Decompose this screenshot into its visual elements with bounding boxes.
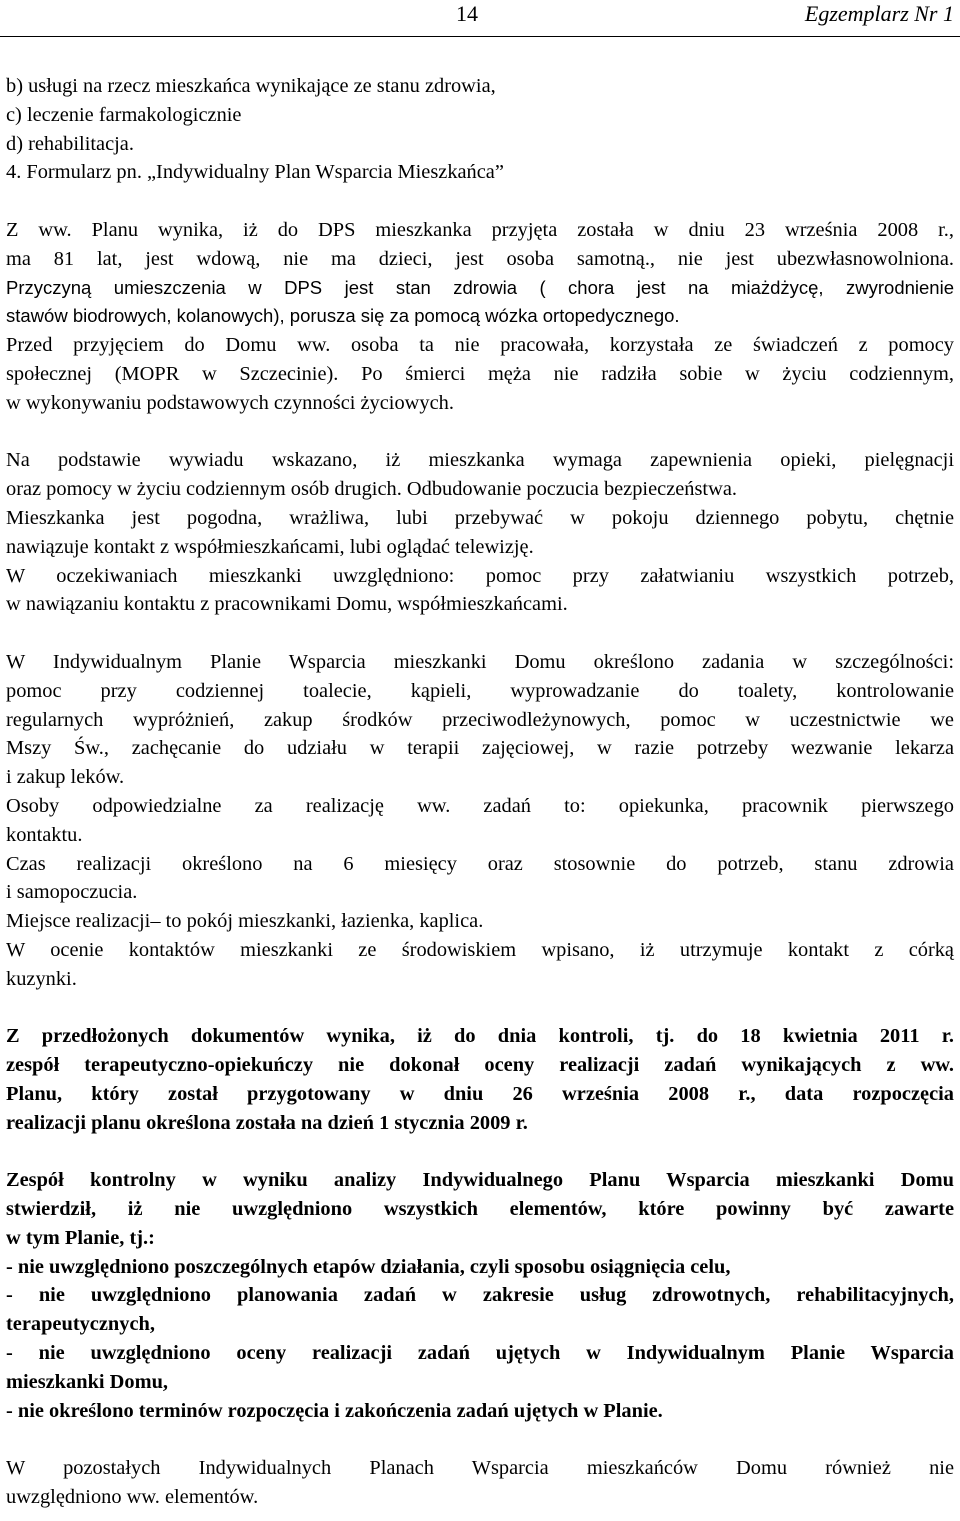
text-line: Przyczyną umieszczenia w DPS jest stan zdrowia ( chora jest na miażdżycę, zwyrodnienie bbox=[6, 276, 954, 298]
text-line: Czas realizacji określono na 6 miesięcy oraz stosownie do potrzeb, stanu zdrowia bbox=[6, 852, 954, 875]
paragraph-gap bbox=[6, 418, 954, 447]
text-line: kontaktu. bbox=[6, 823, 83, 846]
paragraph-gap bbox=[6, 619, 954, 648]
text-line: W oczekiwaniach mieszkanki uwzględniono: pomoc przy załatwianiu wszystkich potrzeb, bbox=[6, 564, 954, 587]
text-line: społecznej (MOPR w Szczecinie). Po śmierci męża nie radziła sobie w życiu codziennym, bbox=[6, 362, 954, 385]
text-line: Miejsce realizacji– to pokój mieszkanki, łazienka, kaplica. bbox=[6, 910, 484, 933]
text-line: Mieszkanka jest pogodna, wrażliwa, lubi przebywać w pokoju dziennego pobytu, chętnie bbox=[6, 506, 954, 529]
text-line: Z ww. Planu wynika, iż do DPS mieszkanka przyjęta została w dniu 23 września 2008 r., bbox=[6, 218, 954, 241]
text-line: kuzynki. bbox=[6, 967, 77, 990]
text-line: - nie określono terminów rozpoczęcia i zakończenia zadań ujętych w Planie. bbox=[6, 1399, 663, 1422]
paragraph-gap bbox=[6, 187, 954, 216]
paragraph-gap bbox=[6, 1425, 954, 1454]
text-line: mieszkanki Domu, bbox=[6, 1370, 169, 1393]
text-line: Mszy Św., zachęcanie do udziału w terapii zajęciowej, w razie potrzeby wezwanie lekarza bbox=[6, 737, 954, 760]
text-line: nawiązuje kontakt z współmieszkańcami, lubi oglądać telewizję. bbox=[6, 535, 534, 558]
text-line: Przed przyjęciem do Domu ww. osoba ta nie pracowała, korzystała ze świadczeń z pomocy bbox=[6, 334, 954, 357]
text-line: c) leczenie farmakologicznie bbox=[6, 103, 242, 126]
text-line: pomoc przy codziennej toalecie, kąpieli, wyprowadzanie do toalety, kontrolowanie bbox=[6, 679, 954, 702]
header-rule bbox=[0, 36, 960, 37]
text-line: terapeutycznych, bbox=[6, 1313, 155, 1336]
text-line: i zakup leków. bbox=[6, 766, 125, 789]
text-line: regularnych wypróżnień, zakup środków przeciwodleżynowych, pomoc w uczestnictwie we bbox=[6, 708, 954, 731]
text-line: Na podstawie wywiadu wskazano, iż mieszkanka wymaga zapewnienia opieki, pielęgnacji bbox=[6, 449, 954, 472]
text-line: W Indywidualnym Planie Wsparcia mieszkanki Domu określono zadania w szczególności: bbox=[6, 650, 954, 673]
paragraph-gap bbox=[6, 1137, 954, 1166]
text-line: w tym Planie, tj.: bbox=[6, 1226, 155, 1249]
page-header bbox=[0, 0, 960, 42]
text-line: i samopoczucia. bbox=[6, 881, 138, 904]
text-line: - nie uwzględniono oceny realizacji zadań ujętych w Indywidualnym Planie Wsparcia bbox=[6, 1342, 954, 1365]
text-line: - nie uwzględniono planowania zadań w zakresie usług zdrowotnych, rehabilitacyjnych, bbox=[6, 1284, 954, 1307]
paragraph-gap bbox=[6, 994, 954, 1023]
document-body bbox=[6, 72, 954, 1512]
text-line: oraz pomocy w życiu codziennym osób drugich. Odbudowanie poczucia bezpieczeństwa. bbox=[6, 478, 737, 501]
copy-label: Egzemplarz Nr 1 bbox=[804, 1, 954, 26]
text-line: d) rehabilitacja. bbox=[6, 132, 134, 155]
text-line: zespół terapeutyczno-opiekuńczy nie dokonał oceny realizacji zadań wynikających z ww. bbox=[6, 1054, 954, 1077]
text-line: Zespół kontrolny w wyniku analizy Indywidualnego Planu Wsparcia mieszkanki Domu bbox=[6, 1169, 954, 1192]
text-line: ma 81 lat, jest wdową, nie ma dzieci, jest osoba samotną., nie jest ubezwłasnowolniona. bbox=[6, 247, 954, 270]
text-line: 4. Formularz pn. „Indywidualny Plan Wsparcia Mieszkańca” bbox=[6, 161, 504, 184]
text-line: uwzględniono ww. elementów. bbox=[6, 1486, 259, 1509]
text-line: w nawiązaniu kontaktu z pracownikami Domu, współmieszkańcami. bbox=[6, 593, 568, 616]
text-line: Osoby odpowiedzialne za realizację ww. zadań to: opiekunka, pracownik pierwszego bbox=[6, 794, 954, 817]
page-number: 14 bbox=[456, 1, 478, 26]
text-line: realizacji planu określona została na dzień 1 stycznia 2009 r. bbox=[6, 1111, 528, 1134]
text-line: - nie uwzględniono poszczególnych etapów działania, czyli sposobu osiągnięcia celu, bbox=[6, 1255, 731, 1278]
text-line: w wykonywaniu podstawowych czynności życiowych. bbox=[6, 391, 454, 414]
text-line: Planu, który został przygotowany w dniu 26 września 2008 r., data rozpoczęcia bbox=[6, 1082, 954, 1105]
text-line: W pozostałych Indywidualnych Planach Wsparcia mieszkańców Domu również nie bbox=[6, 1457, 954, 1480]
text-line: W ocenie kontaktów mieszkanki ze środowiskiem wpisano, iż utrzymuje kontakt z córką bbox=[6, 938, 954, 961]
text-line: stwierdził, iż nie uwzględniono wszystkich elementów, które powinny być zawarte bbox=[6, 1198, 954, 1221]
text-line: b) usługi na rzecz mieszkańca wynikające ze stanu zdrowia, bbox=[6, 75, 496, 97]
text-line: Z przedłożonych dokumentów wynika, iż do dnia kontroli, tj. do 18 kwietnia 2011 r. bbox=[6, 1025, 954, 1048]
text-line: stawów biodrowych, kolanowych), porusza się za pomocą wózka ortopedycznego. bbox=[6, 305, 680, 327]
